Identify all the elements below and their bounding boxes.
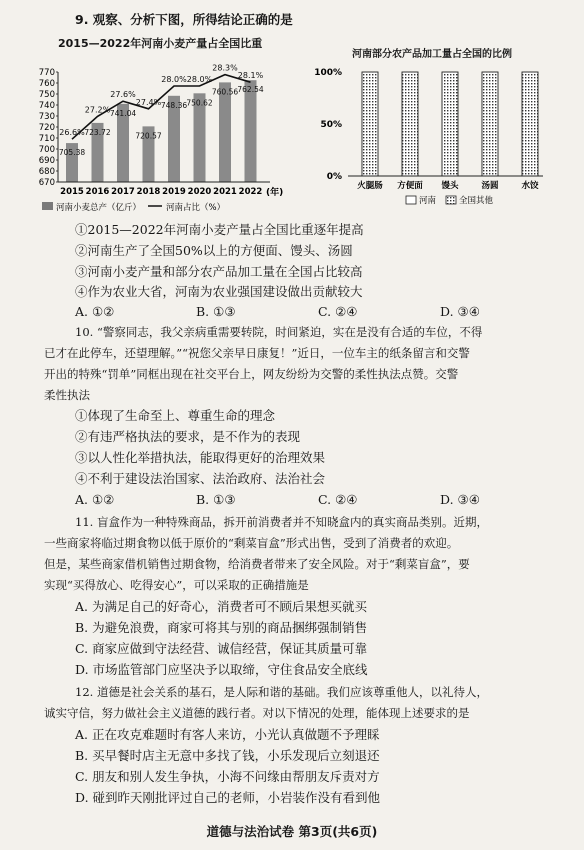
q9-option-b[interactable]: B. ①③ (196, 304, 236, 319)
chart2-bar (482, 72, 498, 176)
q10-stem-line-2: 已才在此停车，还望理解。”“祝您父亲早日康复！”近日，一位车主的纸条留言和交警 (44, 346, 470, 360)
chart2-bar (442, 72, 458, 176)
q12-option-c[interactable]: C. 朋友和别人发生争执，小海不问缘由帮朋友斥责对方 (75, 769, 380, 784)
q12-stem-line-2: 诚实守信，努力做社会主义道德的践行者。对以下情况的处理，能体现上述要求的是 (44, 706, 470, 720)
legend-other-swatch (446, 196, 456, 204)
chart2-bar (522, 72, 538, 176)
chart1-bar-label: 723.72 (84, 127, 111, 137)
chart1-bar (245, 80, 257, 182)
chart1-y-tick: 690 (38, 156, 55, 166)
chart1-y-tick: 700 (38, 145, 55, 155)
legend-output-label: 河南小麦总产（亿斤） (56, 203, 142, 213)
chart1-y-tick: 770 (38, 68, 55, 78)
chart2-y-tick: 50% (320, 120, 342, 130)
chart1-title: 2015—2022年河南小麦产量占全国比重 (58, 37, 263, 50)
chart2-category-label: 方便面 (397, 181, 423, 191)
q10-statement-1: ①体现了生命至上、尊重生命的理念 (75, 408, 276, 423)
q10-option-d[interactable]: D. ③④ (440, 492, 480, 507)
chart1-y-axis (39, 68, 58, 188)
chart2-category-label: 馒头 (441, 181, 459, 191)
q12-option-b[interactable]: B. 买早餐时店主无意中多找了钱，小乐发现后立刻退还 (75, 748, 380, 763)
chart1-year-label: 2021 (213, 187, 237, 197)
q11-option-b[interactable]: B. 为避免浪费，商家可将其与别的商品捆绑强制销售 (75, 620, 368, 635)
chart2-svg (314, 62, 548, 212)
chart2-bar (362, 72, 378, 176)
chart2-title: 河南部分农产品加工量占全国的比例 (352, 49, 512, 60)
chart2-bars (357, 72, 539, 191)
q11-option-a[interactable]: A. 为满足自己的好奇心，消费者可不顾后果想买就买 (75, 599, 367, 614)
legend-share-label: 河南占比（%） (166, 203, 226, 213)
q11-option-c[interactable]: C. 商家应做到守法经营、诚信经营，保证其质量可靠 (75, 641, 368, 656)
q11-stem-line-3: 但是，某些商家借机销售过期食物，给消费者带来了安全风险。对于“剩菜盲盒”，要 (44, 557, 470, 571)
q10-stem-line-3: 开出的特殊“罚单”同框出现在社交平台上，网友纷纷为交警的柔性执法点赞。交警 (44, 367, 459, 381)
chart1-year-label: 2020 (187, 187, 212, 197)
chart1-y-tick: 720 (38, 123, 55, 133)
chart1-bar-label: 720.57 (135, 131, 162, 141)
q11-option-d[interactable]: D. 市场监管部门应坚决予以取缔，守住食品安全底线 (75, 662, 368, 677)
chart2-category-label: 汤圆 (481, 181, 499, 191)
q9-statement-3: ③河南小麦产量和部分农产品加工量在全国占比较高 (75, 264, 363, 279)
chart1-share-label: 27.4% (135, 97, 162, 107)
q10-stem-line-1: 10. “警察同志，我父亲病重需要转院，时间紧迫，实在是没有合适的车位，不得 (75, 325, 483, 339)
chart1-year-label: 2016 (85, 187, 110, 197)
page-footer: 道德与法治试卷 第3页(共6页) (206, 824, 378, 839)
q10-option-a[interactable]: A. ①② (75, 492, 115, 507)
chart1-bar-label: 741.04 (109, 108, 137, 118)
chart1-year-label: 2022 (238, 187, 263, 197)
chart1-year-unit: (年) (266, 188, 284, 198)
q9-stem: 9. 观察、分析下图，所得结论正确的是 (75, 12, 293, 27)
legend-other-label: 全国其他 (459, 196, 494, 206)
chart1-labels (59, 64, 264, 197)
q12-stem-line-1: 12. 道德是社会关系的基石，是人际和谐的基础。我们应该尊重他人，以礼待人， (75, 685, 488, 699)
chart1-bar-label: 750.62 (186, 98, 213, 108)
chart1-year-label: 2017 (111, 187, 135, 197)
chart1-share-label: 26.6% (59, 128, 85, 138)
q9-option-a[interactable]: A. ①② (75, 304, 115, 319)
chart1-y-tick: 740 (38, 101, 55, 111)
legend-output-swatch (42, 202, 53, 210)
chart1-share-label: 28.0% (161, 75, 187, 84)
chart2-y-tick: 0% (326, 172, 342, 182)
chart2-y-axis (314, 68, 342, 182)
chart2-category-label: 水饺 (521, 181, 539, 191)
q10-option-b[interactable]: B. ①③ (196, 492, 236, 507)
chart1-share-label: 27.6% (110, 90, 136, 100)
chart1-year-label: 2015 (60, 187, 84, 197)
chart1-bar-label: 705.38 (58, 148, 86, 158)
chart2-y-tick: 100% (314, 68, 342, 78)
chart1-y-tick: 750 (38, 90, 55, 100)
chart1-year-label: 2019 (162, 187, 186, 197)
chart1-y-tick: 730 (38, 112, 55, 122)
chart1-year-label: 2018 (136, 187, 161, 197)
q11-stem-line-4: 实现“买得放心、吃得安心”，可以采取的正确措施是 (44, 578, 309, 592)
chart1-bar-label: 762.54 (237, 85, 264, 95)
q12-option-a[interactable]: A. 正在攻克难题时有客人来访，小光认真做题不予理睬 (75, 727, 380, 742)
q9-statement-1: ①2015—2022年河南小麦产量占全国比重逐年提高 (75, 222, 364, 237)
chart1-bar (219, 82, 231, 182)
q10-option-c[interactable]: C. ②④ (318, 492, 358, 507)
chart1-share-label: 27.2% (84, 105, 111, 115)
q11-stem-line-1: 11. 盲盒作为一种特殊商品，拆开前消费者并不知晓盒内的真实商品类别。近期， (75, 515, 488, 529)
chart1-share-label: 28.1% (237, 71, 264, 81)
q9-option-d[interactable]: D. ③④ (440, 304, 480, 319)
q11-stem-line-2: 一些商家将临过期食物以低于原价的“剩菜盲盒”形式出售，受到了消费者的欢迎。 (44, 536, 459, 550)
q10-stem-line-4: 柔性执法 (44, 388, 90, 402)
chart1-svg (30, 52, 302, 222)
chart1-y-tick: 670 (38, 178, 55, 188)
q10-statement-3: ③以人性化举措执法，能取得更好的治理效果 (75, 450, 326, 465)
q12-option-d[interactable]: D. 碰到昨天刚批评过自己的老师，小岩装作没有看到他 (75, 790, 381, 805)
chart1-share-label: 28.0% (186, 75, 213, 84)
chart1-share-label: 28.3% (212, 63, 238, 73)
legend-henan-swatch (406, 196, 416, 204)
chart1-y-tick: 680 (38, 167, 55, 177)
chart1-bar-label: 748.36 (160, 100, 188, 110)
chart1-y-tick: 760 (38, 79, 55, 89)
chart1-bar-label: 760.56 (211, 87, 239, 97)
q9-statement-4: ④作为农业大省，河南为农业强国建设做出贡献较大 (75, 284, 363, 299)
legend-henan-label: 河南 (419, 196, 437, 206)
q9-statement-2: ②河南生产了全国50%以上的方便面、馒头、汤圆 (75, 243, 353, 258)
chart2-bar (402, 72, 418, 176)
chart1-y-tick: 710 (38, 134, 55, 144)
q10-statement-2: ②有违严格执法的要求，是不作为的表现 (75, 429, 301, 444)
chart2-category-label: 火腿肠 (357, 181, 383, 191)
q10-statement-4: ④不利于建设法治国家、法治政府、法治社会 (75, 471, 326, 486)
q9-option-c[interactable]: C. ②④ (318, 304, 358, 319)
